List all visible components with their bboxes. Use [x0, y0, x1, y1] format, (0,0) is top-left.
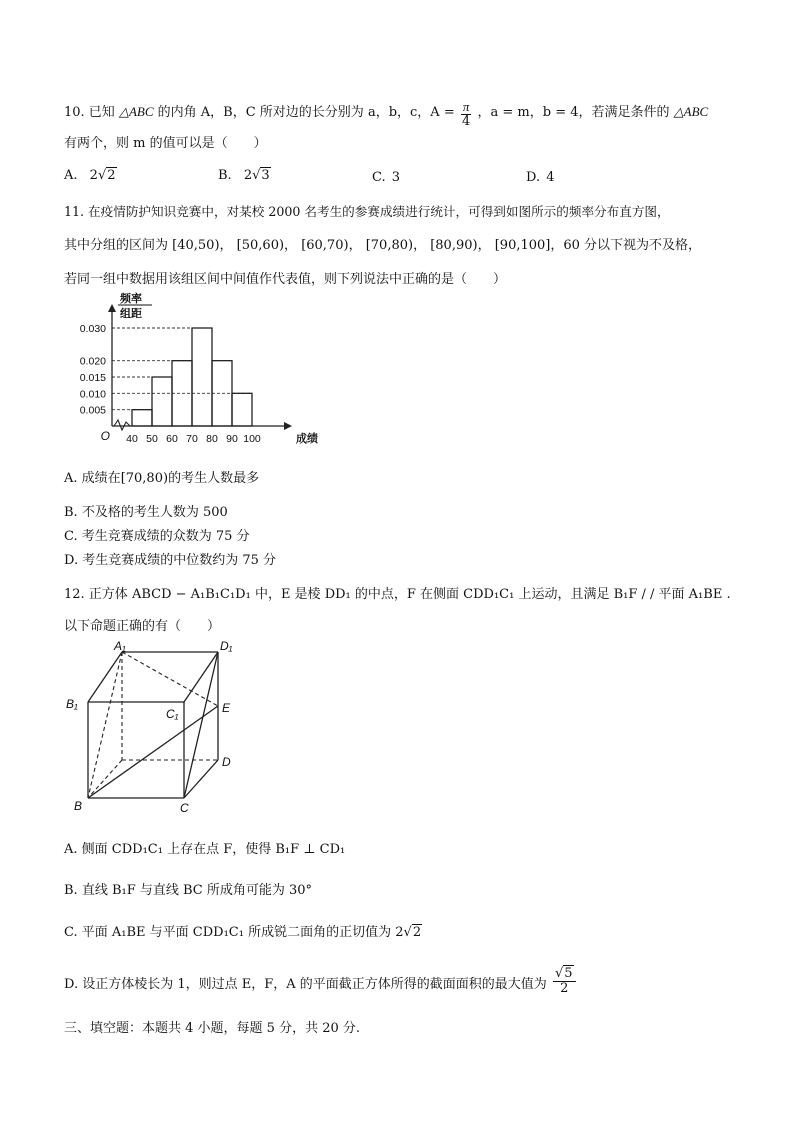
q11-option-b: B. 不及格的考生人数为 500 [64, 505, 228, 520]
q12-option-d: D. 设正方体棱长为 1，则过点 E，F，A 的平面截正方体所得的截面面积的最大值为 $\frac{√5}{2}$ [64, 970, 578, 999]
y-tick-label-4: 0.030 [79, 323, 106, 335]
frequency-histogram [66, 290, 346, 450]
bar-[40,50) [132, 410, 152, 426]
interval-4: [70,80) [365, 238, 414, 253]
q12-option-a: A. 侧面 CDD₁C₁ 上存在点 F，使得 B₁F ⊥ CD₁ [64, 842, 346, 857]
label-c1: C₁ [166, 707, 179, 721]
segment-be [88, 706, 218, 798]
edge-cd [184, 760, 218, 798]
x-tick-label-3: 70 [186, 433, 198, 445]
interval-5: [80,90) [430, 238, 478, 253]
cube-figure [60, 638, 250, 818]
x-tick-label-4: 80 [206, 433, 218, 445]
interval-2: [50,60) [236, 238, 285, 253]
x-tick-label-1: 50 [146, 433, 158, 445]
label-d: D [222, 755, 231, 769]
segment-cd1 [184, 652, 218, 798]
section-3-heading: 三、填空题：本题共 4 小题，每题 5 分，共 20 分. [64, 1021, 361, 1036]
bar-[70,80) [192, 328, 212, 426]
hidden-segment-a1b [88, 652, 122, 798]
x-label: 成绩 [296, 433, 318, 445]
q10-text: 的内角 A，B，C 所对边的长分别为 a，b，c，A = [157, 105, 455, 120]
y-tick-label-2: 0.015 [79, 372, 106, 384]
q11-line3: 若同一组中数据用该组区间中间值作代表值，则下列说法中正确的是（ ） [64, 272, 507, 287]
bar-[50,60) [152, 377, 172, 426]
label-b: B [74, 799, 83, 813]
label-c: C [180, 801, 189, 815]
edge-a1b1 [88, 652, 122, 702]
interval-1: [40,50) [172, 238, 220, 253]
q12-line1: 12. 正方体 ABCD − A₁B₁C₁D₁ 中，E 是棱 DD₁ 的中点，F 在侧面 CDD₁C₁ 上运动，且满足 B₁F / / 平面 A₁BE . [64, 587, 731, 602]
x-axis-arrow [284, 422, 292, 430]
y-tick-label-3: 0.020 [79, 355, 106, 368]
q10-prefix: 10. 已知 [64, 105, 115, 120]
x-tick-label-5: 90 [226, 433, 238, 445]
label-d1: D₁ [220, 639, 233, 653]
q10-line1 [64, 98, 708, 127]
q10-option-b: B. 2√3 [218, 168, 270, 183]
q10-option-a: A. 2√2 [64, 168, 116, 183]
y-tick-label-0: 0.005 [79, 404, 106, 417]
label-e: E [222, 701, 231, 715]
x-tick-label-2: 60 [166, 433, 178, 445]
x-tick-label-6: 100 [243, 433, 261, 445]
q11-line1: 11. 在疫情防护知识竞赛中，对某校 2000 名考生的参赛成绩进行统计，可得到如图所示的频率分布直方图， [64, 204, 670, 219]
label-a1: A₁ [114, 639, 126, 653]
y-axis-arrow [108, 304, 116, 312]
q10-option-d: D. 4 [526, 170, 555, 185]
bar-[90,100] [232, 393, 252, 426]
q11-option-c: C. 考生竞赛成绩的众数为 75 分 [64, 529, 250, 544]
y-tick-label-1: 0.010 [79, 388, 106, 401]
hidden-edge-ab [88, 760, 122, 798]
y-label-top: 频率 [120, 293, 142, 305]
q10-fraction-pi-over-4: $\frac{\pi}{4}$ [461, 99, 471, 129]
edge-d1c1 [184, 652, 218, 702]
q11-option-d: D. 考生竞赛成绩的中位数约为 75 分 [64, 553, 277, 568]
q11-option-a: A. 成绩在[70,80)的考生人数最多 [64, 471, 260, 486]
interval-3: [60,70) [301, 238, 349, 253]
q12-fraction-root5-over-2: $\frac{√5}{2}$ [553, 967, 576, 996]
q10-triangle: △ABC [118, 104, 154, 119]
q10-text-c: ，a = m，b = 4，若满足条件的 [477, 105, 670, 120]
label-b1: B₁ [66, 697, 78, 711]
q10-triangle-2: △ABC [673, 104, 709, 119]
interval-6: [90,100] [494, 238, 551, 253]
origin-label: O [100, 429, 110, 443]
x-tick-label-0: 40 [126, 433, 138, 445]
q12-line2: 以下命题正确的有（ ） [64, 619, 221, 634]
q10-option-c: C. 3 [372, 170, 401, 185]
q11-line2: 其中分组的区间为 [40,50)， [50,60)， [60,70)， [70,80)， [80,90)， [90,100]，60 分以下视为不及格， [64, 238, 702, 253]
y-label-bottom: 组距 [120, 308, 142, 320]
q10-line2: 有两个，则 m 的值可以是（ ） [64, 136, 267, 151]
q12-option-c: C. 平面 A₁BE 与平面 CDD₁C₁ 所成锐二面角的正切值为 2√2 [64, 925, 422, 940]
q12-option-b: B. 直线 B₁F 与直线 BC 所成角可能为 30° [64, 883, 313, 898]
axis-break [114, 420, 130, 430]
hidden-segment-a1e [122, 652, 218, 706]
